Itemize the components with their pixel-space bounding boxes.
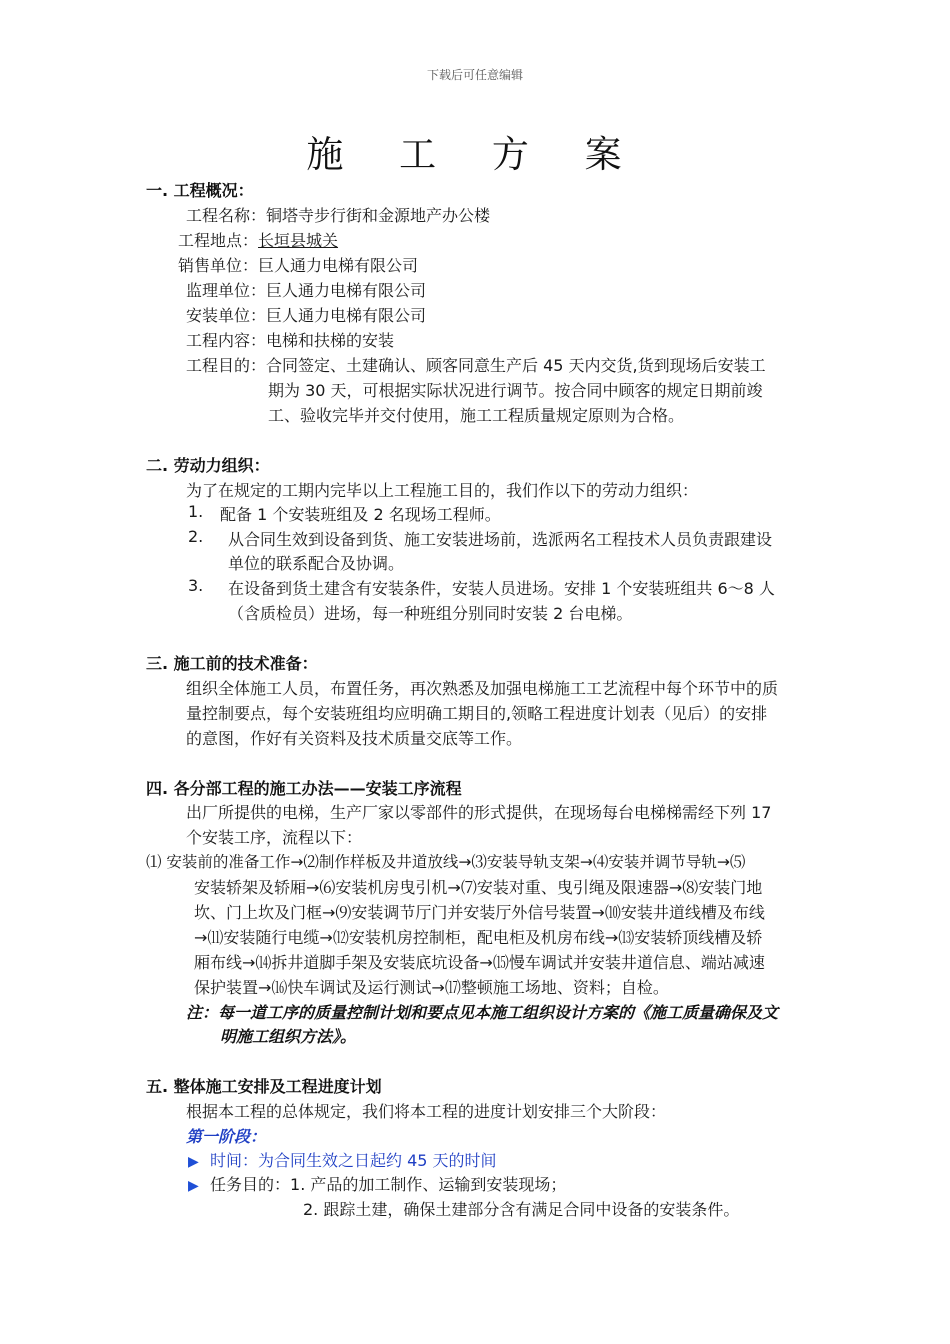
task-item: 2. 跟踪土建，确保土建部分含有满足合同中设备的安装条件。 (303, 1200, 740, 1219)
list-item-num: 2. (188, 527, 204, 546)
project-location-row (178, 228, 338, 251)
row-label: 工程内容： (186, 331, 267, 350)
flow-line: →⑾安装随行电缆→⑿安装机房控制柜，配电柜及机房布线→⒀安装轿顶线槽及轿 (194, 928, 763, 947)
page-title: 施 工 方 案 (306, 133, 644, 176)
task-item: 1. 产品的加工制作、运输到安装现场； (290, 1175, 567, 1194)
paragraph-line: 量控制要点，每个安装班组均应明确工期目的,领略工程进度计划表（见后）的安排 (186, 704, 768, 723)
project-name-row (186, 203, 490, 226)
flow-line: 保护装置→⒃快车调试及运行测试→⒄整顿施工场地、资料；自检。 (194, 978, 669, 997)
task-label: 任务目的： (210, 1175, 291, 1194)
triangle-bullet-icon: ▶ (188, 1154, 199, 1170)
section-1-heading: 一. 工程概况： (146, 181, 254, 200)
purpose-cont-line: 工、验收完毕并交付使用，施工工程质量规定原则为合格。 (268, 406, 685, 425)
section-2-intro: 为了在规定的工期内完毕以上工程施工目的，我们作以下的劳动力组织： (186, 481, 699, 500)
section-4-heading: 四. 各分部工程的施工办法——安装工序流程 (146, 779, 462, 798)
section-2-heading: 二. 劳动力组织： (146, 456, 270, 475)
sales-unit-row (178, 253, 418, 276)
row-value: 巨人通力电梯有限公司 (266, 306, 427, 325)
note-line: 注：每一道工序的质量控制计划和要点见本施工组织设计方案的《施工质量确保及文 (186, 1003, 779, 1022)
row-label: 监理单位： (186, 281, 267, 300)
install-unit-row (186, 303, 426, 326)
header-note: 下载后可任意编辑 (426, 68, 523, 82)
phase-label: 第一阶段： (186, 1127, 267, 1146)
purpose-cont-line: 期为 30 天，可根据实际状况进行调节。按合同中顾客的规定日期前竣 (268, 381, 763, 400)
time-text: 时间：为合同生效之日起约 45 天的时间 (210, 1151, 497, 1170)
list-item: 在设备到货土建含有安装条件，安装人员进场。安排 1 个安装班组共 6～8 人 (228, 579, 775, 598)
list-item-cont: 单位的联系配合及协调。 (228, 554, 405, 573)
list-item-cont: （含质检员）进场，每一种班组分别同时安装 2 台电梯。 (228, 604, 633, 623)
row-label: 工程名称： (186, 206, 267, 225)
section-5-heading: 五. 整体施工安排及工程进度计划 (146, 1077, 382, 1096)
flow-line: 厢布线→⒁拆井道脚手架及安装底坑设备→⒂慢车调试并安装井道信息、端站减速 (194, 953, 765, 972)
triangle-bullet-icon: ▶ (188, 1178, 199, 1194)
flow-line: ⑴ 安装前的准备工作→⑵制作样板及井道放线→⑶安装导轨支架→⑷安装并调节导轨→⑸ (146, 853, 746, 871)
list-item-num: 1. (188, 502, 204, 521)
row-value: 巨人通力电梯有限公司 (266, 281, 427, 300)
task-bullet (188, 1172, 566, 1195)
row-value: 铜塔寺步行街和金源地产办公楼 (266, 206, 491, 225)
row-label: 销售单位： (178, 256, 259, 275)
paragraph-line: 组织全体施工人员，布置任务，再次熟悉及加强电梯施工工艺流程中每个环节中的质 (186, 679, 779, 698)
time-bullet (188, 1148, 497, 1171)
row-value: 巨人通力电梯有限公司 (258, 256, 419, 275)
flow-line: 安装轿架及轿厢→⑹安装机房曳引机→⑺安装对重、曳引绳及限速器→⑻安装门地 (194, 878, 763, 897)
row-value: 合同签定、土建确认、顾客同意生产后 45 天内交货,货到现场后安装工 (266, 356, 766, 375)
row-value: 电梯和扶梯的安装 (266, 331, 395, 350)
note-line: 明施工组织方法》。 (220, 1027, 357, 1046)
list-item-num: 3. (188, 576, 204, 595)
supervision-unit-row (186, 278, 426, 301)
section-3-heading: 三. 施工前的技术准备： (146, 654, 318, 673)
paragraph-line: 的意图，作好有关资料及技术质量交底等工作。 (186, 729, 523, 748)
paragraph-line: 出厂所提供的电梯，生产厂家以零部件的形式提供，在现场每台电梯梯需经下列 17 (186, 803, 772, 822)
row-label: 安装单位： (186, 306, 267, 325)
list-item: 配备 1 个安装班组及 2 名现场工程师。 (220, 505, 501, 524)
section-5-intro: 根据本工程的总体规定，我们将本工程的进度计划安排三个大阶段： (186, 1102, 667, 1121)
flow-line: 坎、门上坎及门框→⑼安装调节厅门并安装厅外信号装置→⑽安装井道线槽及布线 (194, 903, 765, 922)
row-label: 工程地点： (178, 231, 259, 250)
content-row (186, 328, 394, 351)
list-item: 从合同生效到设备到货、施工安装进场前，选派两名工程技术人员负责跟建设 (228, 530, 773, 549)
row-value: 长垣县城关 (258, 231, 339, 250)
purpose-row (186, 353, 766, 376)
paragraph-line: 个安装工序，流程以下： (186, 828, 363, 847)
row-label: 工程目的： (186, 356, 267, 375)
